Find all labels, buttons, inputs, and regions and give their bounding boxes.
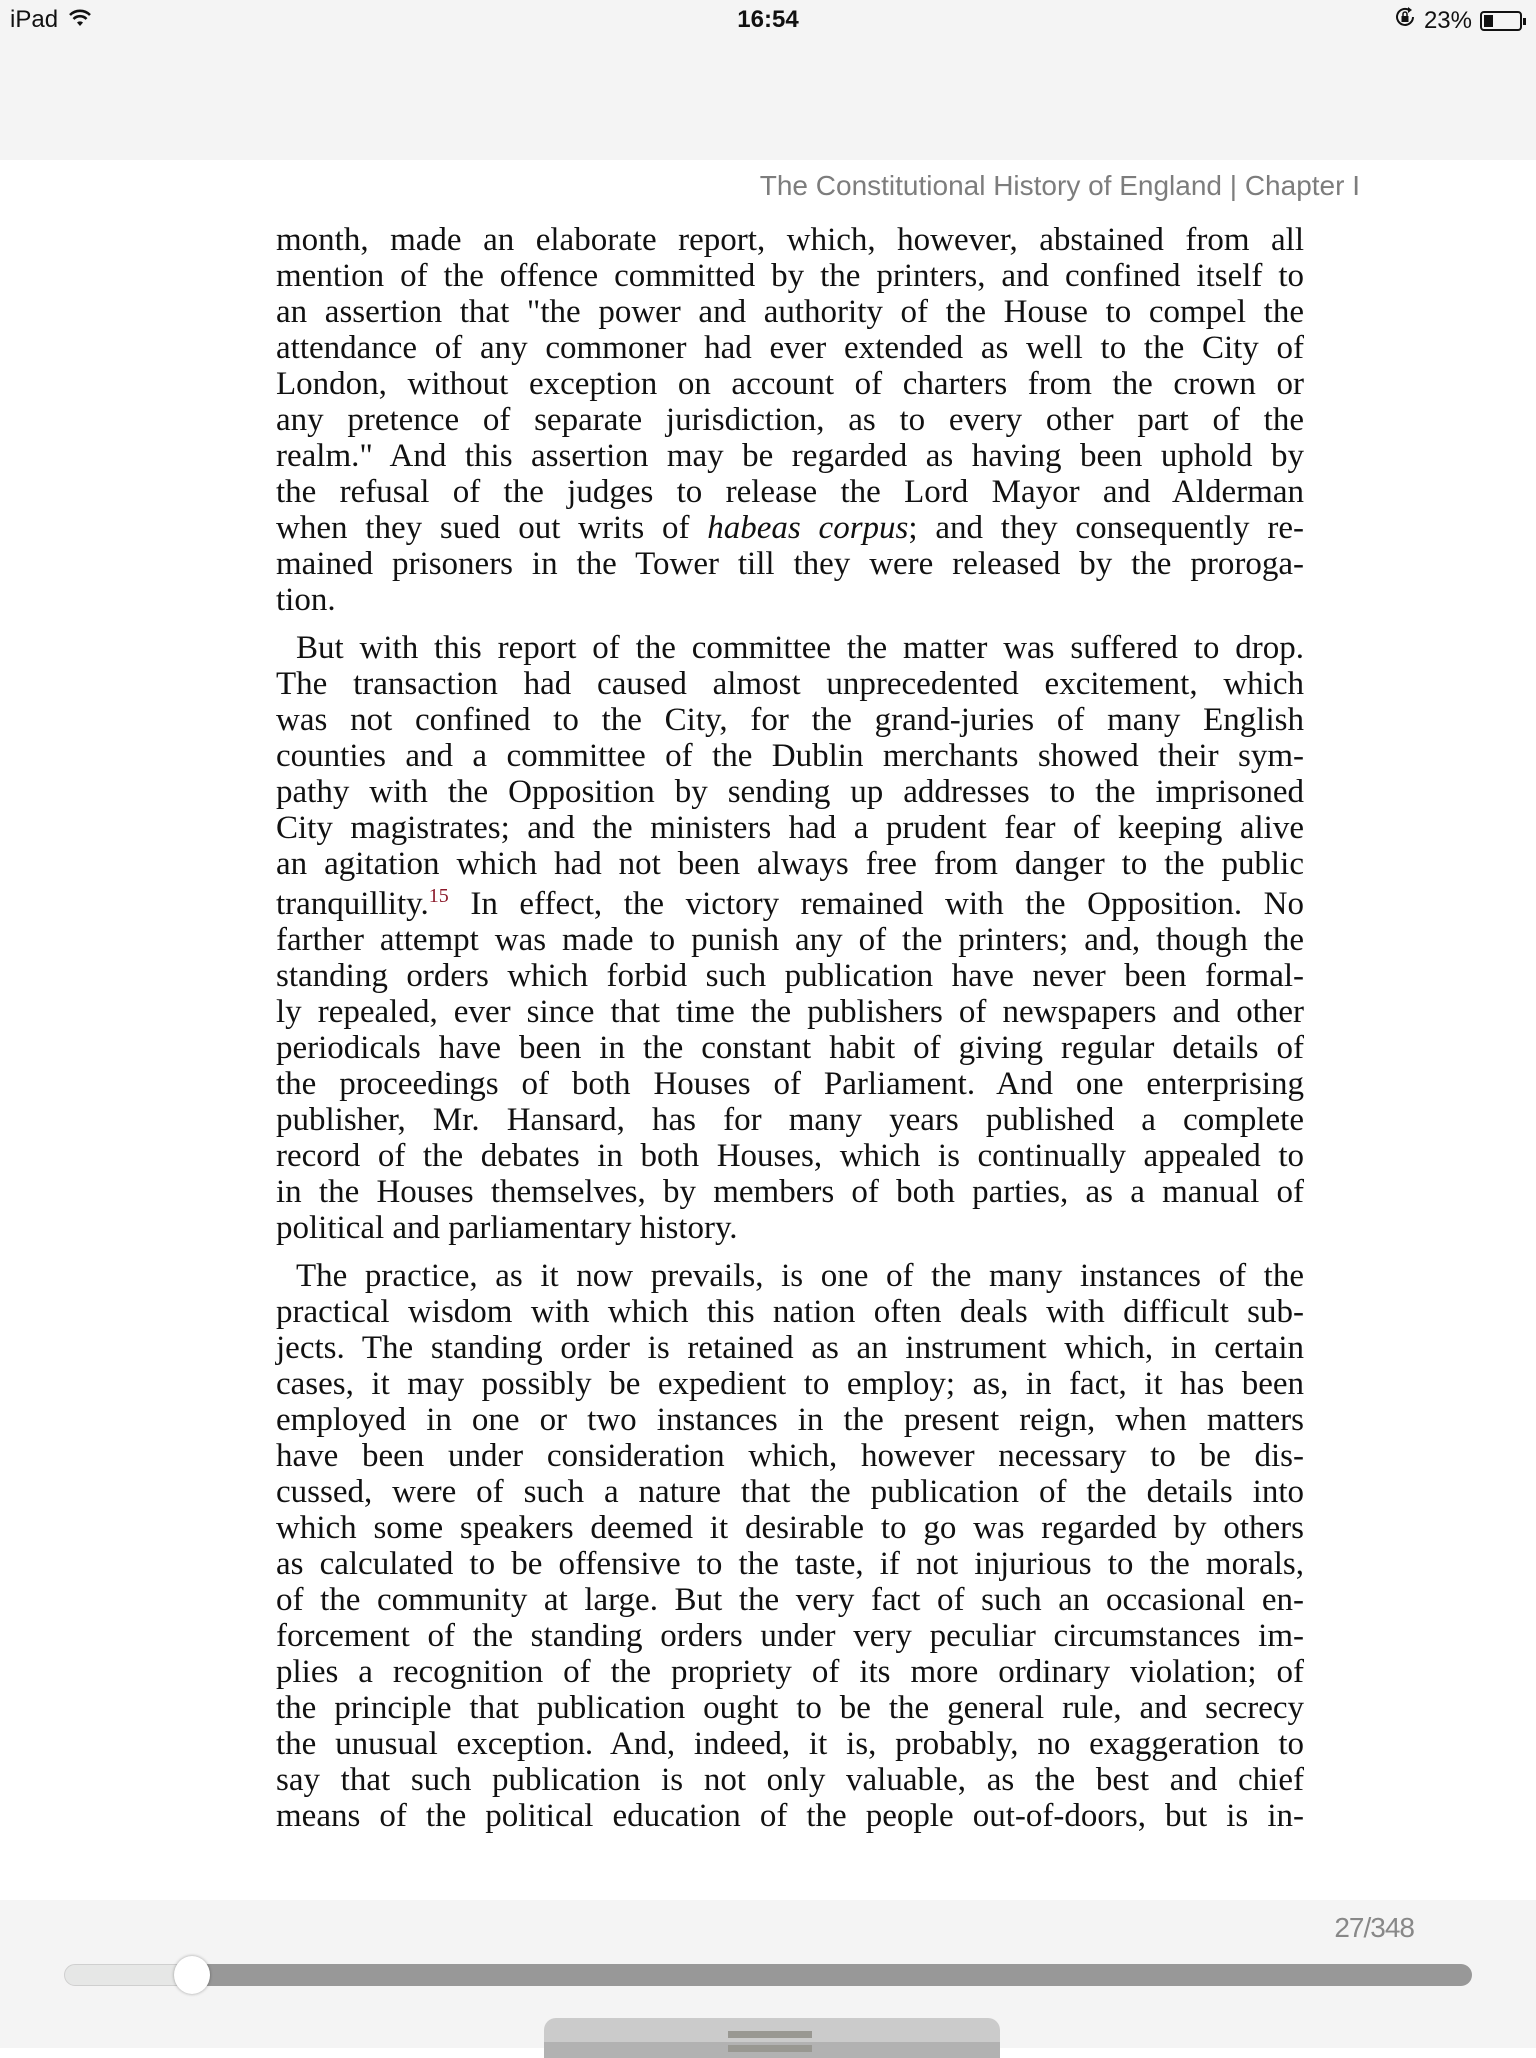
text-line: of the community at large. But the very fact of such an occasional en- (276, 1582, 1304, 1618)
text-line: City magistrates; and the ministers had a prudent fear of keeping alive (276, 810, 1304, 846)
text-line: means of the political education of the people out-of-doors, but is in- (276, 1798, 1304, 1834)
text-line: month, made an elaborate report, which, however, abstained from all (276, 222, 1304, 258)
battery-icon (1480, 11, 1522, 31)
paragraph-3 (276, 1258, 1304, 1834)
paragraph-1 (276, 222, 1304, 618)
text-line: jects. The standing order is retained as an instrument which, in certain (276, 1330, 1304, 1366)
slider-thumb[interactable] (174, 1956, 210, 1994)
page-indicator: 27/348 (1334, 1912, 1414, 1943)
text-line: political and parliamentary history. (276, 1210, 738, 1246)
text-line: practical wisdom with which this nation often deals with difficult sub- (276, 1294, 1304, 1330)
text-line: counties and a committee of the Dublin merchants showed their sym- (276, 738, 1304, 774)
text-line: mained prisoners in the Tower till they were released by the proroga- (276, 546, 1304, 582)
text-line: was not confined to the City, for the grand-juries of many English (276, 702, 1304, 738)
text-line: The practice, as it now prevails, is one of the many instances of the (296, 1258, 1304, 1294)
text-line (276, 882, 1304, 922)
text-line: as calculated to be offensive to the taste, if not injurious to the morals, (276, 1546, 1304, 1582)
book-page (276, 222, 1304, 1846)
text-line: periodicals have been in the constant habit of giving regular details of (276, 1030, 1304, 1066)
text-line: say that such publication is not only valuable, as the best and chief (276, 1762, 1304, 1798)
grip-line-icon (728, 2031, 812, 2038)
text-segment: In effect, the victory remained with the Opposition. No (448, 886, 1304, 922)
menu-drawer-handle[interactable] (544, 2018, 1000, 2058)
text-line: in the Houses themselves, by members of both parties, as a manual of (276, 1174, 1304, 1210)
text-line: the unusual exception. And, indeed, it is, probably, no exaggeration to (276, 1726, 1304, 1762)
text-line (276, 510, 1304, 546)
text-line: cussed, were of such a nature that the publication of the details into (276, 1474, 1304, 1510)
footnote-link[interactable]: 15 (428, 885, 449, 907)
text-line: cases, it may possibly be expedient to employ; as, in fact, it has been (276, 1366, 1304, 1402)
text-line: have been under consideration which, however necessary to be dis- (276, 1438, 1304, 1474)
reader-footer (0, 1900, 1536, 2048)
text-line: The transaction had caused almost unprecedented excitement, which (276, 666, 1304, 702)
text-line: tion. (276, 582, 336, 618)
text-line: the principle that publication ought to be the general rule, and secrecy (276, 1690, 1304, 1726)
text-line: farther attempt was made to punish any of the printers; and, though the (276, 922, 1304, 958)
text-line: London, without exception on account of charters from the crown or (276, 366, 1304, 402)
status-bar (0, 0, 1536, 160)
text-line: realm." And this assertion may be regarded as having been uphold by (276, 438, 1304, 474)
text-line: employed in one or two instances in the present reign, when matters (276, 1402, 1304, 1438)
text-line: ly repealed, ever since that time the publishers of newspapers and other (276, 994, 1304, 1030)
text-line: publisher, Mr. Hansard, has for many years published a complete (276, 1102, 1304, 1138)
grip-line-icon (728, 2045, 812, 2052)
text-line: the refusal of the judges to release the Lord Mayor and Alderman (276, 474, 1304, 510)
text-line: record of the debates in both Houses, which is continually appealed to (276, 1138, 1304, 1174)
text-line: forcement of the standing orders under very peculiar circumstances im- (276, 1618, 1304, 1654)
slider-track-remaining[interactable] (194, 1964, 1472, 1986)
text-line: But with this report of the committee the matter was suffered to drop. (296, 630, 1304, 666)
text-line: pathy with the Opposition by sending up addresses to the imprisoned (276, 774, 1304, 810)
text-line: plies a recognition of the propriety of its more ordinary violation; of (276, 1654, 1304, 1690)
text-line: any pretence of separate jurisdiction, as to every other part of the (276, 402, 1304, 438)
text-line: mention of the offence committed by the printers, and confined itself to (276, 258, 1304, 294)
text-segment: when they sued out writs of (276, 510, 708, 546)
italic-phrase: habeas corpus (707, 510, 909, 546)
text-line: attendance of any commoner had ever extended as well to the City of (276, 330, 1304, 366)
text-line: an agitation which had not been always free from danger to the public (276, 846, 1304, 882)
device-label: iPad (10, 6, 59, 33)
status-right (1394, 6, 1522, 35)
running-head: The Constitutional History of England | Chapter I (759, 170, 1360, 201)
text-line: which some speakers deemed it desirable to go was regarded by others (276, 1510, 1304, 1546)
text-line: an assertion that "the power and authority of the House to compel the (276, 294, 1304, 330)
text-segment: ; and they consequently re- (908, 510, 1304, 546)
clock: 16:54 (737, 6, 799, 33)
rotation-lock-icon (1394, 6, 1416, 35)
text-line: standing orders which forbid such publication have never been formal- (276, 958, 1304, 994)
paragraph-2 (276, 630, 1304, 1246)
text-line: the proceedings of both Houses of Parliament. And one enterprising (276, 1066, 1304, 1102)
battery-percent: 23% (1423, 6, 1472, 34)
page-slider[interactable] (64, 1964, 1472, 1986)
text-segment: tranquillity. (276, 886, 429, 922)
